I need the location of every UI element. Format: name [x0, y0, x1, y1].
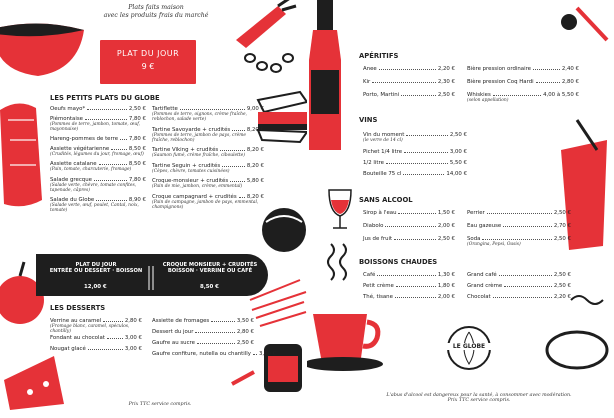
item-name: Soda: [467, 236, 481, 242]
item-name: Pichet 1/4 litre: [363, 149, 403, 155]
item-price: 2,80 €: [124, 318, 142, 324]
alcohol-warning: L'abus d'alcool est dangereux pour la santé, à consommer avec modération.: [386, 393, 572, 398]
item-price: 1,30 €: [437, 272, 455, 278]
item-price: 14,00 €: [446, 171, 467, 177]
leader-dots: [379, 69, 436, 70]
item-name: Sirop à l'eau: [363, 210, 397, 216]
menu-item-row: [363, 236, 455, 242]
menu-item-row: [152, 163, 264, 169]
menu-item-row: [363, 283, 455, 289]
item-name: Verrine au caramel: [50, 318, 102, 324]
item-price: 2,80 €: [561, 79, 579, 85]
section-sans-alcool: SANS ALCOOL: [359, 196, 413, 204]
menu-item: [50, 177, 146, 193]
soda-glass-icon: [561, 120, 607, 250]
section-desserts: LES DESSERTS: [50, 304, 106, 312]
band-left-text: [42, 262, 150, 274]
item-name: Croque-monsieur + crudités: [152, 178, 229, 184]
menu-item: [363, 149, 467, 155]
menu-item: [363, 171, 467, 177]
menu-item-row: [467, 294, 571, 300]
sandwich-icon: [258, 92, 307, 142]
menu-item: [50, 318, 142, 334]
leader-dots: [395, 297, 436, 298]
item-name: Assiette végétarienne: [50, 145, 110, 152]
leader-dots: [220, 150, 245, 151]
prix-note-right: Prix TTC service compris.: [447, 398, 511, 403]
menu-item: [467, 66, 579, 72]
leader-dots: [180, 109, 245, 110]
item-name: Diabolo: [363, 223, 384, 229]
item-name: Tartiflette: [152, 106, 178, 112]
item-name: 1/2 litre: [363, 160, 384, 166]
item-name: Tartine Viking + crudités: [152, 147, 219, 153]
leader-dots: [372, 82, 436, 83]
item-name: Porto, Martini: [363, 92, 400, 98]
item-name: Oeufs mayo*: [50, 106, 86, 112]
item-price: 8,50 €: [128, 145, 146, 152]
leader-dots: [493, 297, 552, 298]
menu-item: [152, 178, 264, 189]
menu-item: [467, 92, 579, 103]
item-name: Assiette de fromages: [152, 318, 210, 324]
menu-item: [50, 146, 146, 157]
menu-item-row: [363, 160, 467, 166]
item-name: Bière pression ordinaire: [467, 66, 531, 72]
menu-item-row: [152, 318, 254, 324]
menu-item: [152, 127, 264, 143]
menu-item-row: [363, 294, 455, 300]
item-price: 7,80 €: [128, 176, 146, 183]
cheese-icon: [4, 356, 64, 410]
menu-item: [50, 335, 142, 341]
item-price: 8,20 €: [246, 147, 264, 153]
leader-dots: [533, 69, 560, 70]
item-price: 2,50 €: [437, 92, 455, 98]
item-price: 7,80 €: [128, 136, 146, 142]
menu-item: [363, 210, 455, 216]
item-price: 2,50 €: [553, 236, 571, 242]
globe-logo: [447, 326, 491, 370]
bread-icon: [0, 103, 42, 206]
menu-item: [467, 223, 571, 229]
leader-dots: [87, 109, 127, 110]
leader-dots: [503, 226, 552, 227]
menu-item-row: [467, 272, 571, 278]
leader-dots: [536, 82, 560, 83]
item-name: Perrier: [467, 210, 485, 216]
item-name: Dessert du jour: [152, 329, 194, 335]
item-name: Gaufre confiture, nutella ou chantilly: [152, 351, 251, 357]
bowl-icon: [0, 23, 84, 76]
item-description: (Pain de mie, jambon, crème, emmental): [152, 184, 243, 190]
item-price: 8,20 €: [246, 126, 264, 133]
item-name: Vin du moment: [363, 132, 405, 138]
menu-item-row: [467, 210, 571, 216]
item-description: (Crudités, légumes du jour, fromage, œuf): [50, 151, 144, 157]
section-boissons-chaudes: BOISSONS CHAUDES: [359, 258, 438, 266]
item-price: 2,50 €: [128, 106, 146, 112]
item-name: Tartine Seguin + crudités: [152, 162, 221, 169]
item-name: Kir: [363, 79, 371, 85]
item-price: 8,20 €: [246, 162, 264, 169]
leader-dots: [493, 95, 541, 96]
leader-dots: [394, 239, 436, 240]
prix-note-left: Prix TTC service compris.: [128, 402, 192, 407]
menu-item: [50, 161, 146, 172]
menu-item: [363, 223, 455, 229]
item-description: (Salade verte, chèvre, tomate confites, tapenade, câpres): [50, 182, 137, 193]
plat-du-jour-box: [100, 40, 196, 84]
menu-item: [467, 79, 579, 85]
cutlery-icon: [146, 266, 156, 290]
intro-line-2: avec les produits frais du marché: [103, 12, 209, 19]
item-name: Fondant au chocolat: [50, 335, 105, 341]
intro-line-1: Plats faits maison: [128, 4, 184, 11]
formula-band: [36, 254, 268, 296]
menu-item-row: [152, 351, 277, 357]
item-name: Anee: [363, 66, 377, 72]
menu-item-row: [50, 346, 142, 352]
logo-text: LE GLOBE: [447, 343, 491, 350]
menu-item-row: [50, 335, 142, 341]
item-price: 2,00 €: [437, 294, 455, 300]
item-name: Bière pression Coq Hardi: [467, 79, 534, 85]
item-name: Jus de fruit: [363, 236, 393, 242]
leader-dots: [404, 152, 448, 153]
item-price: 2,50 €: [236, 340, 254, 346]
item-price: 2,50 €: [437, 236, 455, 242]
item-name: Whiskies: [467, 92, 491, 98]
menu-item: [152, 194, 264, 210]
leader-dots: [386, 163, 448, 164]
item-name: Tartine Savoyarde + crudités: [152, 126, 231, 133]
leader-dots: [239, 197, 245, 198]
leader-dots: [401, 95, 436, 96]
item-price: 9,00 €: [246, 106, 264, 112]
menu-item: [363, 272, 455, 278]
item-price: 5,80 €: [246, 178, 264, 184]
item-description: (le verre de 14 cl): [363, 138, 403, 144]
item-price: 2,70 €: [553, 223, 571, 229]
item-price: 2,00 €: [437, 223, 455, 229]
leader-dots: [232, 130, 245, 131]
menu-item: [467, 283, 571, 289]
spoon-icon: [577, 8, 607, 40]
band-right-text: [156, 262, 264, 274]
salad-bowl-icon: [262, 208, 306, 252]
bottle-icon: [309, 0, 341, 150]
leader-dots: [85, 119, 127, 120]
section-petits-plats: LES PETITS PLATS DU GLOBE: [50, 94, 160, 102]
menu-item-row: [363, 210, 455, 216]
leader-dots: [96, 200, 127, 201]
band-left-price: 12,00 €: [84, 284, 107, 290]
item-name: Eau gazeuse: [467, 223, 502, 229]
item-price: 3,50 €: [236, 318, 254, 324]
coffee-cup-icon: [307, 314, 383, 371]
item-name: Nougat glacé: [50, 346, 86, 352]
steam-icon: [328, 244, 334, 280]
item-price: 3,00 €: [124, 335, 142, 341]
leader-dots: [120, 139, 127, 140]
item-description: (Pommes de terre, jambon de pays, crème fraîche, reblochon): [152, 132, 246, 143]
band-left-title: PLAT DU JOUR: [75, 262, 117, 268]
menu-item: [152, 351, 277, 357]
menu-item-row: [467, 66, 579, 72]
menu-item-row: [467, 223, 571, 229]
menu-item-row: [50, 136, 146, 142]
plat-du-jour-price: 9 €: [141, 62, 155, 71]
wine-glass-icon: [329, 190, 351, 228]
leader-dots: [103, 321, 123, 322]
item-price: 3,00 €: [258, 351, 277, 357]
item-description: (Cèpes, chèvre, tomates cuisinées): [152, 168, 230, 174]
band-right-title: CROQUE MONSIEUR + CRUDITÉS: [162, 262, 258, 268]
skewer-icon: [232, 372, 254, 384]
menu-item: [363, 236, 455, 242]
leader-dots: [396, 286, 436, 287]
menu-item: [363, 132, 467, 143]
item-price: 4,00 à 5,50 €: [543, 92, 579, 98]
menu-item-row: [363, 79, 455, 85]
item-description: (Orangina, Pepsi, Oasis): [467, 242, 521, 248]
item-price: 2,50 €: [449, 132, 467, 138]
drinks-menu-page: [307, 0, 614, 418]
menu-item-row: [363, 171, 467, 177]
menu-item-row: [152, 194, 264, 200]
menu-item: [363, 92, 455, 98]
menu-item: [152, 147, 264, 158]
menu-item: [467, 294, 571, 300]
item-name: Petit crème: [363, 283, 394, 289]
item-name: Croque campagnard + crudités: [152, 193, 237, 200]
leader-dots: [197, 343, 235, 344]
item-price: 2,20 €: [553, 294, 571, 300]
leader-dots: [406, 135, 447, 136]
menu-item: [363, 160, 467, 166]
plat-du-jour-title: PLAT DU JOUR: [116, 49, 180, 58]
item-price: 1,80 €: [437, 283, 455, 289]
leader-dots: [195, 332, 234, 333]
item-price: 2,30 €: [437, 79, 455, 85]
item-description: (Pommes de terre, jambon, tomate, œuf, mayonnaise): [50, 121, 141, 132]
leader-dots: [222, 166, 245, 167]
menu-item-row: [152, 340, 254, 346]
leader-dots: [385, 226, 435, 227]
menu-item: [50, 116, 146, 132]
intro-text: [96, 4, 216, 20]
leader-dots: [377, 275, 436, 276]
olives-icon: [245, 54, 293, 72]
item-price: 2,50 €: [553, 283, 571, 289]
item-name: Gaufre au sucre: [152, 340, 195, 346]
menu-item: [50, 197, 146, 213]
item-price: 2,50 €: [553, 272, 571, 278]
menu-item-row: [467, 79, 579, 85]
menu-item-row: [363, 223, 455, 229]
item-price: 8,20 €: [246, 193, 264, 200]
item-price: 3,00 €: [124, 346, 142, 352]
plate-icon: [547, 332, 607, 368]
menu-item: [363, 79, 455, 85]
item-name: Hareng-pommes de terre: [50, 136, 119, 142]
menu-item-row: [152, 127, 264, 133]
carrot-icon: [236, 0, 296, 48]
leader-dots: [99, 164, 127, 165]
menu-item: [363, 66, 455, 72]
item-description: (Pain, tomate, charcuterie, fromage): [50, 167, 132, 173]
item-price: 2,40 €: [561, 66, 579, 72]
leader-dots: [211, 321, 235, 322]
item-name: Thé, tisane: [363, 294, 393, 300]
item-description: (Salade verte, œuf, poulet, Cantal, noix, tomate): [50, 203, 139, 214]
item-name: Assiette catalane: [50, 161, 97, 167]
menu-item-row: [363, 92, 455, 98]
menu-item: [152, 163, 264, 174]
item-name: Salade grecque: [50, 176, 92, 183]
band-right-price: 8,50 €: [200, 284, 219, 290]
item-price: 2,20 €: [437, 66, 455, 72]
item-price: 2,50 €: [553, 210, 571, 216]
menu-item: [467, 236, 571, 247]
menu-item: [50, 346, 142, 352]
leader-dots: [403, 174, 444, 175]
menu-item-row: [363, 149, 467, 155]
item-price: 3,00 €: [449, 149, 467, 155]
leader-dots: [230, 181, 245, 182]
item-price: 2,80 €: [236, 329, 254, 335]
menu-item-row: [363, 272, 455, 278]
leader-dots: [88, 349, 123, 350]
band-left-subtitle: ENTRÉE OU DESSERT · BOISSON: [49, 268, 143, 275]
menu-item-row: [50, 146, 146, 152]
item-price: 7,80 €: [128, 115, 146, 122]
leader-dots: [253, 354, 257, 355]
leader-dots: [111, 149, 127, 150]
menu-item: [467, 272, 571, 278]
menu-item: [50, 106, 146, 112]
menu-item-row: [152, 329, 254, 335]
item-description: (Pommes de terre, oignons, crème fraîche, reblochon, salade verte): [152, 112, 248, 123]
menu-item: [363, 294, 455, 300]
squiggle-icon: [571, 296, 603, 304]
menu-item: [152, 329, 254, 335]
leader-dots: [482, 239, 551, 240]
menu-item: [363, 283, 455, 289]
item-price: 5,50 €: [449, 160, 467, 166]
section-vins: VINS: [359, 116, 378, 124]
menu-item: [467, 210, 571, 216]
item-name: Café: [363, 272, 376, 278]
leader-dots: [94, 180, 127, 181]
item-description: (Saumon fumé, crème fraîche, ciboulette): [152, 153, 245, 159]
menu-item-row: [363, 66, 455, 72]
item-name: Grand café: [467, 272, 497, 278]
item-name: Piémontaise: [50, 115, 83, 122]
item-name: Chocolat: [467, 294, 491, 300]
item-name: Grand crème: [467, 283, 503, 289]
item-name: Bouteille 75 cl: [363, 171, 402, 177]
menu-item: [152, 106, 264, 122]
leader-dots: [398, 213, 435, 214]
item-name: Salade du Globe: [50, 197, 95, 203]
leader-dots: [107, 338, 123, 339]
item-price: 8,90 €: [128, 197, 146, 203]
leader-dots: [504, 286, 552, 287]
section-aperitifs: APÉRITIFS: [359, 52, 399, 60]
band-right-subtitle: BOISSON · VERRINE OU CAFÉ: [167, 268, 253, 275]
menu-item: [152, 318, 254, 324]
menu-item-row: [50, 106, 146, 112]
item-price: 1,50 €: [437, 210, 455, 216]
item-description: (Pain de campagne, jambon de pays, emmental, champignons): [152, 199, 259, 210]
menu-item: [152, 340, 254, 346]
leader-dots: [499, 275, 552, 276]
item-price: 8,50 €: [128, 161, 146, 167]
leader-dots: [487, 213, 552, 214]
item-description: (selon appellation): [467, 98, 509, 104]
warning-block: [379, 393, 579, 403]
item-description: (Fromage blanc, caramel, spéculos, chantilly): [50, 324, 130, 335]
menu-item: [50, 136, 146, 142]
menu-item-row: [467, 283, 571, 289]
